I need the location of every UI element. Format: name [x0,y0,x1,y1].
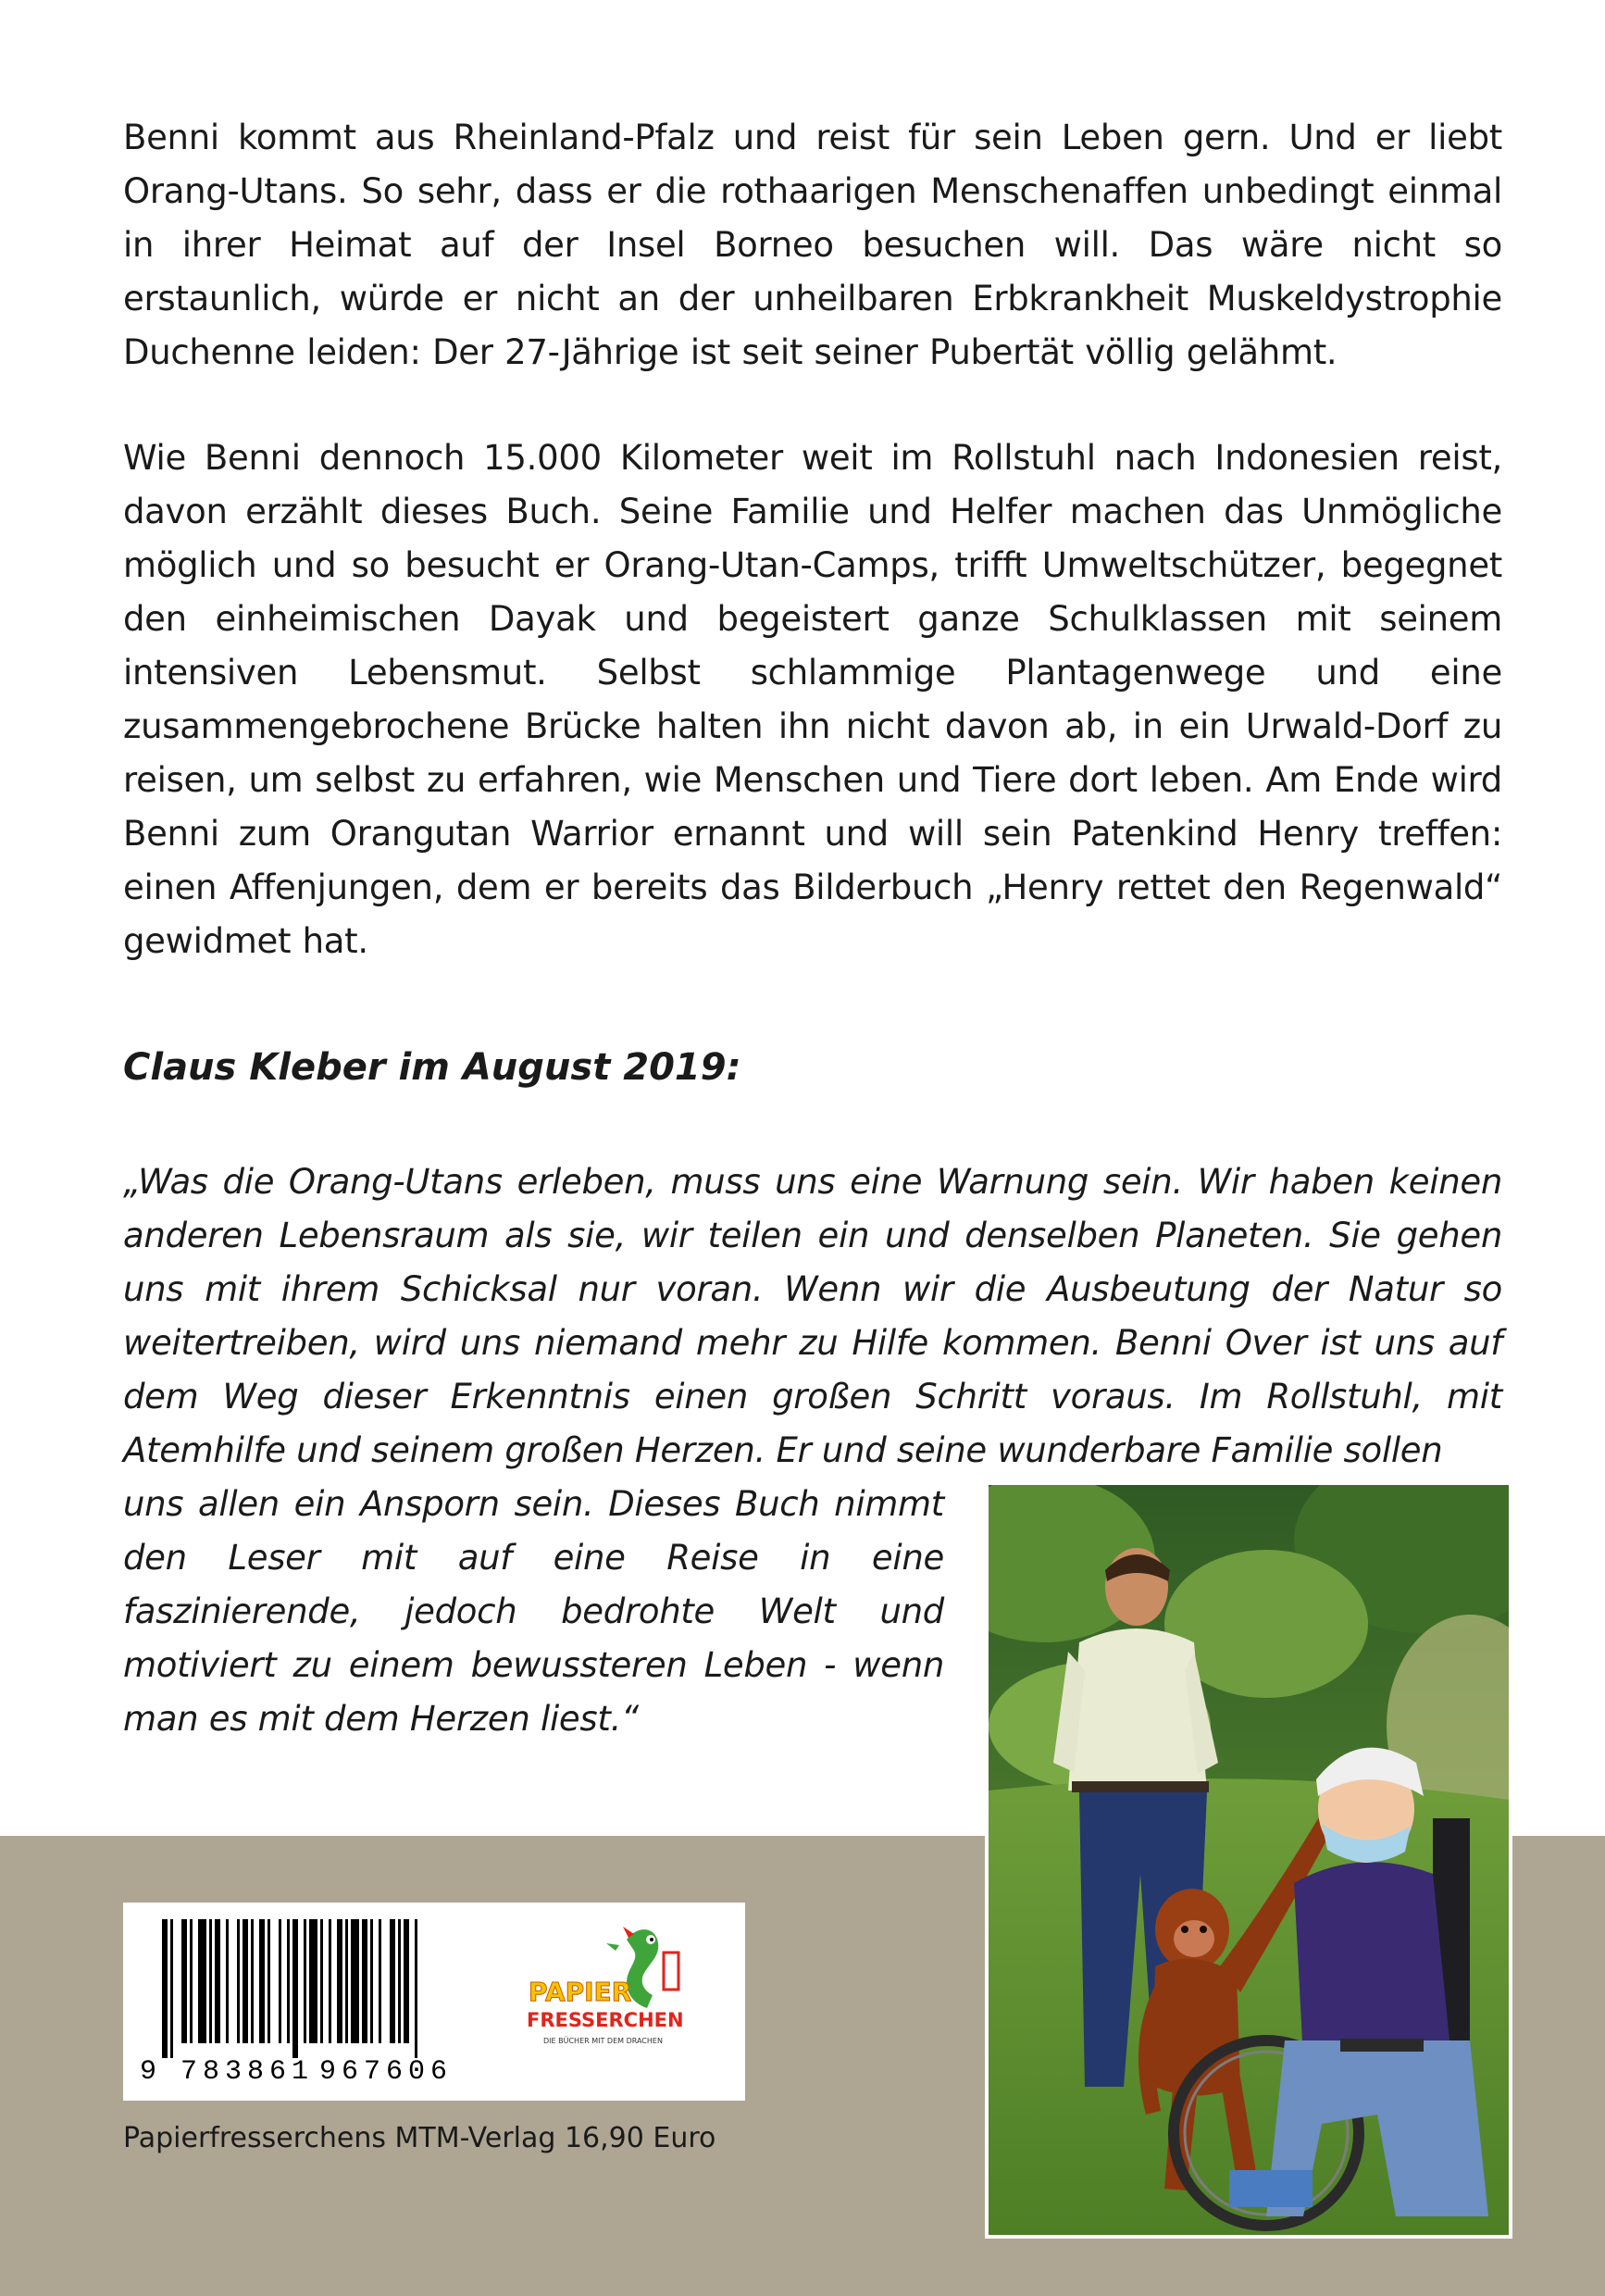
barcode-bar [390,1919,395,2043]
barcode-bar [415,1919,417,2058]
intro-paragraph-2: Wie Benni dennoch 15.000 Kilometer weit im Rollstuhl nach Indonesien reist, davon erzählt dieses Buch. Seine Familie und Helfer machen das Unmögliche möglich und so besucht er Orang-Utan-Camps, trifft Umweltschützer, begegnet den einheimischen Dayak und begeistert ganze Schulklassen mit seinem intensiven Lebensmut. Selbst schlammige Plantagenwege und eine zusammengebrochene Brücke halten ihn nicht davon ab, in ein Urwald-Dorf zu reisen, um selbst zu erfahren, wie Menschen und Tiere dort leben. Am Ende wird Benni zum Orangutan Warrior ernannt und will sein Patenkind Henry treffen: einen Affenjungen, dem er bereits das Bilderbuch „Henry rettet den Regenwald“ gewidmet hat. [123,438,1502,961]
barcode-bar [243,1919,248,2043]
barcode-bar [398,1919,401,2043]
barcode-digits-right: 967606 [319,2056,454,2086]
intro-paragraph-1: Benni kommt aus Rheinland-Pfalz und reist für sein Leben gern. Und er liebt Orang-Utans. So sehr, dass er die rothaarigen Menschenaffen unbedingt einmal in ihrer Heimat auf der Insel Borneo besuchen will. Das wäre nicht so erstaunlich, würde er nicht an der unheilbaren Erbkrankheit Muskeldystrophie Duchenne leiden: Der 27-Jährige ist seit seiner Pubertät völlig gelähmt. [123,118,1502,372]
barcode-bar [379,1919,381,2043]
publisher-price: Papierfresserchens MTM-Verlag 16,90 Euro [123,2122,716,2154]
barcode-bar [181,1919,187,2043]
logo-tagline: DIE BÜCHER MIT DEM DRACHEN [543,2037,663,2045]
barcode-bar [304,1919,306,2043]
publisher-logo [527,1927,684,2045]
logo-word-papier: PAPIER [529,1977,632,2007]
barcode-bar [337,1919,342,2043]
barcode-bar [329,1919,331,2043]
barcode-digit-first: 9 [140,2056,157,2086]
isbn-barcode-panel [123,1903,745,2101]
barcode-bar [345,1919,348,2043]
barcode-bar [190,1919,193,2043]
barcode-bar [215,1919,220,2043]
barcode-bar [162,1919,168,2058]
barcode-bar [320,1919,323,2043]
barcode-bar [209,1919,212,2043]
barcode-bar [226,1919,229,2043]
quote-text-bottom: uns allen ein Ansporn sein. Dieses Buch nimmt den Leser mit auf eine Reise in eine faszinierende, jedoch bedrohte Welt und motiviert zu einem bewussteren Leben - wenn man es mit dem Herzen liest.“ [123,1484,944,1739]
barcode-bar [198,1919,206,2043]
barcode-bar [362,1919,367,2043]
barcode-bar [351,1919,359,2043]
cover-photo-benni-orangutan [985,1481,1512,2239]
barcode-bar [287,1919,290,2043]
barcode-bar [237,1919,240,2043]
barcode-digits-left: 783861 [180,2056,315,2086]
barcode-bar [251,1919,254,2043]
photo-illustration [989,1485,1509,2235]
logo-word-fresserchen: FRESSERCHEN [527,2009,684,2031]
barcode-bar [309,1919,317,2043]
barcode-bar [292,1919,298,2058]
barcode-bar [404,1919,409,2043]
quote-text-top: „Was die Orang-Utans erleben, muss uns eine Warnung sein. Wir haben keinen anderen Lebensraum als sie, wir teilen ein und denselben Planeten. Sie gehen uns mit ihrem Schicksal nur voran. Wenn wir die Ausbeutung der Natur so weitertreiben, wird uns niemand mehr zu Hilfe kommen. Benni Over ist uns auf dem Weg dieser Erkenntnis einen großen Schritt voraus. Im Rollstuhl, mit Atemhilfe und seinem großen Herzen. Er und seine wunderbare Familie sollen [123,1162,1502,1470]
barcode-bar [370,1919,373,2043]
barcode-bar [259,1919,265,2043]
barcode-bar [279,1919,281,2043]
isbn-barcode [138,1919,730,2086]
quote-heading: Claus Kleber im August 2019: [123,1046,741,1089]
barcode-bar [170,1919,173,2058]
barcode-bar [268,1919,270,2043]
